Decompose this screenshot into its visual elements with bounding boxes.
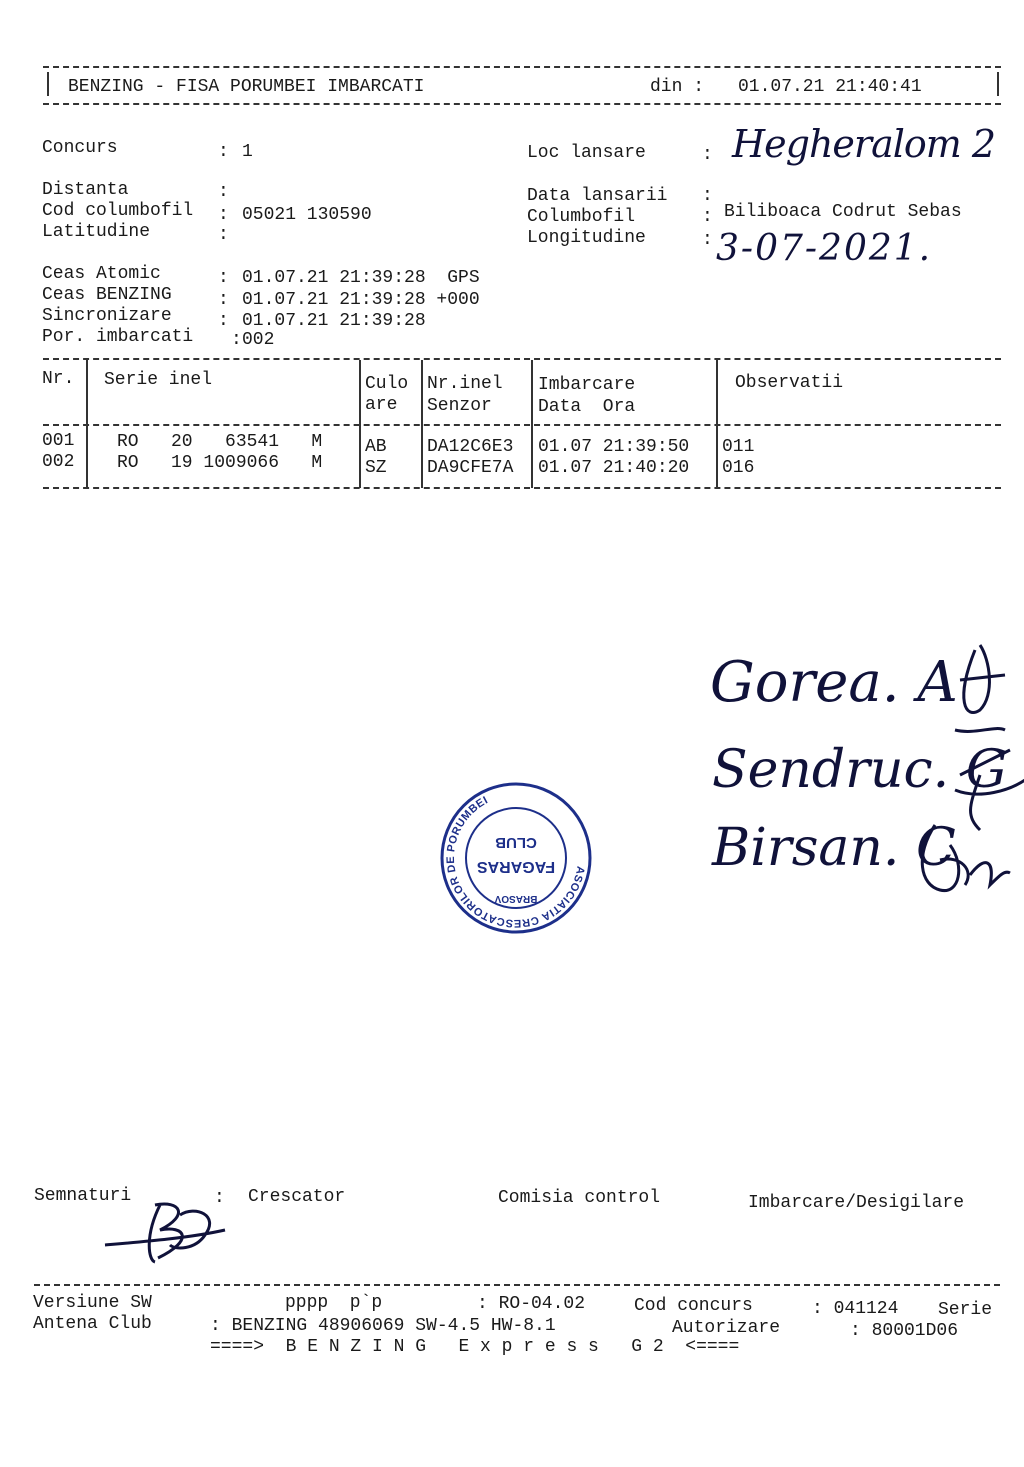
- row-2-serie: RO 19 1009066 M: [117, 453, 323, 473]
- stamp-top-text: BRASOV: [494, 893, 538, 904]
- footer-rule: [34, 1284, 1000, 1286]
- imbarcare-desigilare-label: Imbarcare/Desigilare: [748, 1193, 965, 1213]
- sincronizare-label: Sincronizare: [42, 306, 172, 326]
- col-header-senzor: Senzor: [427, 396, 492, 416]
- stamp-club-text: CLUB: [495, 834, 537, 851]
- por-imbarcati-label: Por. imbarcati: [42, 327, 194, 347]
- col-sep-2: [359, 360, 361, 488]
- cod-concurs-label: Cod concurs: [634, 1296, 753, 1316]
- por-imbarcati-colon: :: [231, 330, 242, 350]
- autorizare-value: : 80001D06: [850, 1321, 959, 1341]
- serie-label: Serie: [938, 1300, 993, 1320]
- longitudine-label: Longitudine: [527, 228, 646, 248]
- ceas-benzing-value: 01.07.21 21:39:28 +000: [242, 290, 480, 310]
- row-1-senzor: DA12C6E3: [427, 437, 514, 457]
- col-sep-1: [86, 360, 88, 488]
- antena-club-value: : BENZING 48906069 SW-4.5 HW-8.1: [210, 1316, 556, 1336]
- ceas-atomic-colon: :: [218, 268, 229, 288]
- antena-club-label: Antena Club: [33, 1314, 152, 1334]
- col-sep-5: [716, 360, 718, 488]
- cod-columbofil-colon: :: [218, 205, 229, 225]
- semnaturi-label: Semnaturi: [34, 1186, 132, 1206]
- stamp-inner-ring: [466, 808, 566, 908]
- concurs-colon: :: [218, 142, 229, 162]
- cod-concurs-value: : 041124: [812, 1299, 899, 1319]
- club-stamp: [436, 778, 596, 938]
- columbofil-colon: :: [702, 207, 713, 227]
- table-top-rule: [43, 358, 1001, 360]
- header-bottom-rule: [43, 103, 1001, 105]
- row-2-imbarcare: 01.07 21:40:20: [538, 458, 690, 478]
- row-1-observatii: 011: [722, 437, 755, 457]
- concurs-value: 1: [242, 142, 253, 162]
- sincronizare-value: 01.07.21 21:39:28: [242, 311, 426, 331]
- loc-lansare-label: Loc lansare: [527, 143, 646, 163]
- benzing-express-line: ====> B E N Z I N G E x p r e s s G 2 <====: [210, 1337, 740, 1357]
- stamp-outer-text: ASOCIATIA CRESCATORILOR DE PORUMBEI: [444, 794, 587, 930]
- table-header-rule: [43, 424, 1001, 426]
- signature-line-2: Sendruc. G: [712, 740, 1008, 800]
- cod-columbofil-label: Cod columbofil: [42, 201, 194, 221]
- row-2-observatii: 016: [722, 458, 755, 478]
- distanta-colon: :: [218, 182, 229, 202]
- row-2-culoare: SZ: [365, 458, 387, 478]
- col-sep-4: [531, 360, 533, 488]
- din-value: 01.07.21 21:40:41: [738, 77, 922, 97]
- latitudine-label: Latitudine: [42, 222, 151, 242]
- por-imbarcati-value: 002: [242, 330, 275, 350]
- pppp-text: pppp p`p: [285, 1293, 383, 1313]
- versiune-sw-label: Versiune SW: [33, 1293, 152, 1313]
- col-header-nr-inel: Nr.inel: [427, 374, 503, 394]
- signature-scribble-icon: [935, 640, 1024, 740]
- ceas-atomic-value: 01.07.21 21:39:28 GPS: [242, 268, 480, 288]
- stamp-center-text: FAGARAS: [476, 858, 556, 875]
- col-header-culoare-2: are: [365, 395, 398, 415]
- longitudine-colon: :: [702, 230, 713, 250]
- signature-line-3: Birsan. C: [712, 818, 956, 878]
- versiune-sw-value: : RO-04.02: [477, 1294, 586, 1314]
- signature-scribble-icon: [905, 815, 1015, 905]
- ceas-benzing-label: Ceas BENZING: [42, 285, 172, 305]
- col-header-nr: Nr.: [42, 369, 75, 389]
- col-header-serie-inel: Serie inel: [104, 370, 213, 390]
- row-1-imbarcare: 01.07 21:39:50: [538, 437, 690, 457]
- col-header-data-ora: Data Ora: [538, 397, 636, 417]
- loc-lansare-colon: :: [702, 145, 713, 165]
- sincronizare-colon: :: [218, 311, 229, 331]
- semnaturi-colon: :: [214, 1188, 225, 1208]
- handwritten-date: 3-07-2021.: [716, 228, 933, 269]
- signature-line-1: Gorea. A: [710, 650, 958, 715]
- row-1-culoare: AB: [365, 437, 387, 457]
- header-left-bar: [47, 72, 49, 96]
- columbofil-label: Columbofil: [527, 207, 636, 227]
- row-2-senzor: DA9CFE7A: [427, 458, 514, 478]
- stamp-outer-ring: [442, 784, 590, 932]
- data-lansarii-colon: :: [702, 186, 713, 206]
- header-right-bar: [997, 72, 999, 96]
- ceas-atomic-label: Ceas Atomic: [42, 264, 161, 284]
- col-header-culoare-1: Culo: [365, 374, 409, 394]
- col-header-observatii: Observatii: [735, 373, 844, 393]
- header-top-rule: [43, 66, 1001, 68]
- col-sep-3: [421, 360, 423, 488]
- autorizare-label: Autorizare: [672, 1318, 781, 1338]
- cod-columbofil-value: 05021 130590: [242, 205, 372, 225]
- distanta-label: Distanta: [42, 180, 129, 200]
- crescator-label: Crescator: [248, 1187, 346, 1207]
- ceas-benzing-colon: :: [218, 290, 229, 310]
- row-1-serie: RO 20 63541 M: [117, 432, 323, 452]
- col-header-imbarcare: Imbarcare: [538, 375, 636, 395]
- din-label: din :: [650, 77, 705, 97]
- data-lansarii-label: Data lansarii: [527, 186, 668, 206]
- loc-lansare-handwritten: Hegheralom 2: [732, 122, 996, 166]
- crescator-signature-icon: [100, 1190, 240, 1280]
- row-2-nr: 002: [42, 452, 75, 472]
- comisia-control-label: Comisia control: [498, 1188, 661, 1208]
- columbofil-value: Biliboaca Codrut Sebas: [724, 202, 962, 222]
- latitudine-colon: :: [218, 225, 229, 245]
- document-title: BENZING - FISA PORUMBEI IMBARCATI: [68, 77, 425, 97]
- row-1-nr: 001: [42, 431, 75, 451]
- table-bottom-rule: [43, 487, 1001, 489]
- concurs-label: Concurs: [42, 138, 118, 158]
